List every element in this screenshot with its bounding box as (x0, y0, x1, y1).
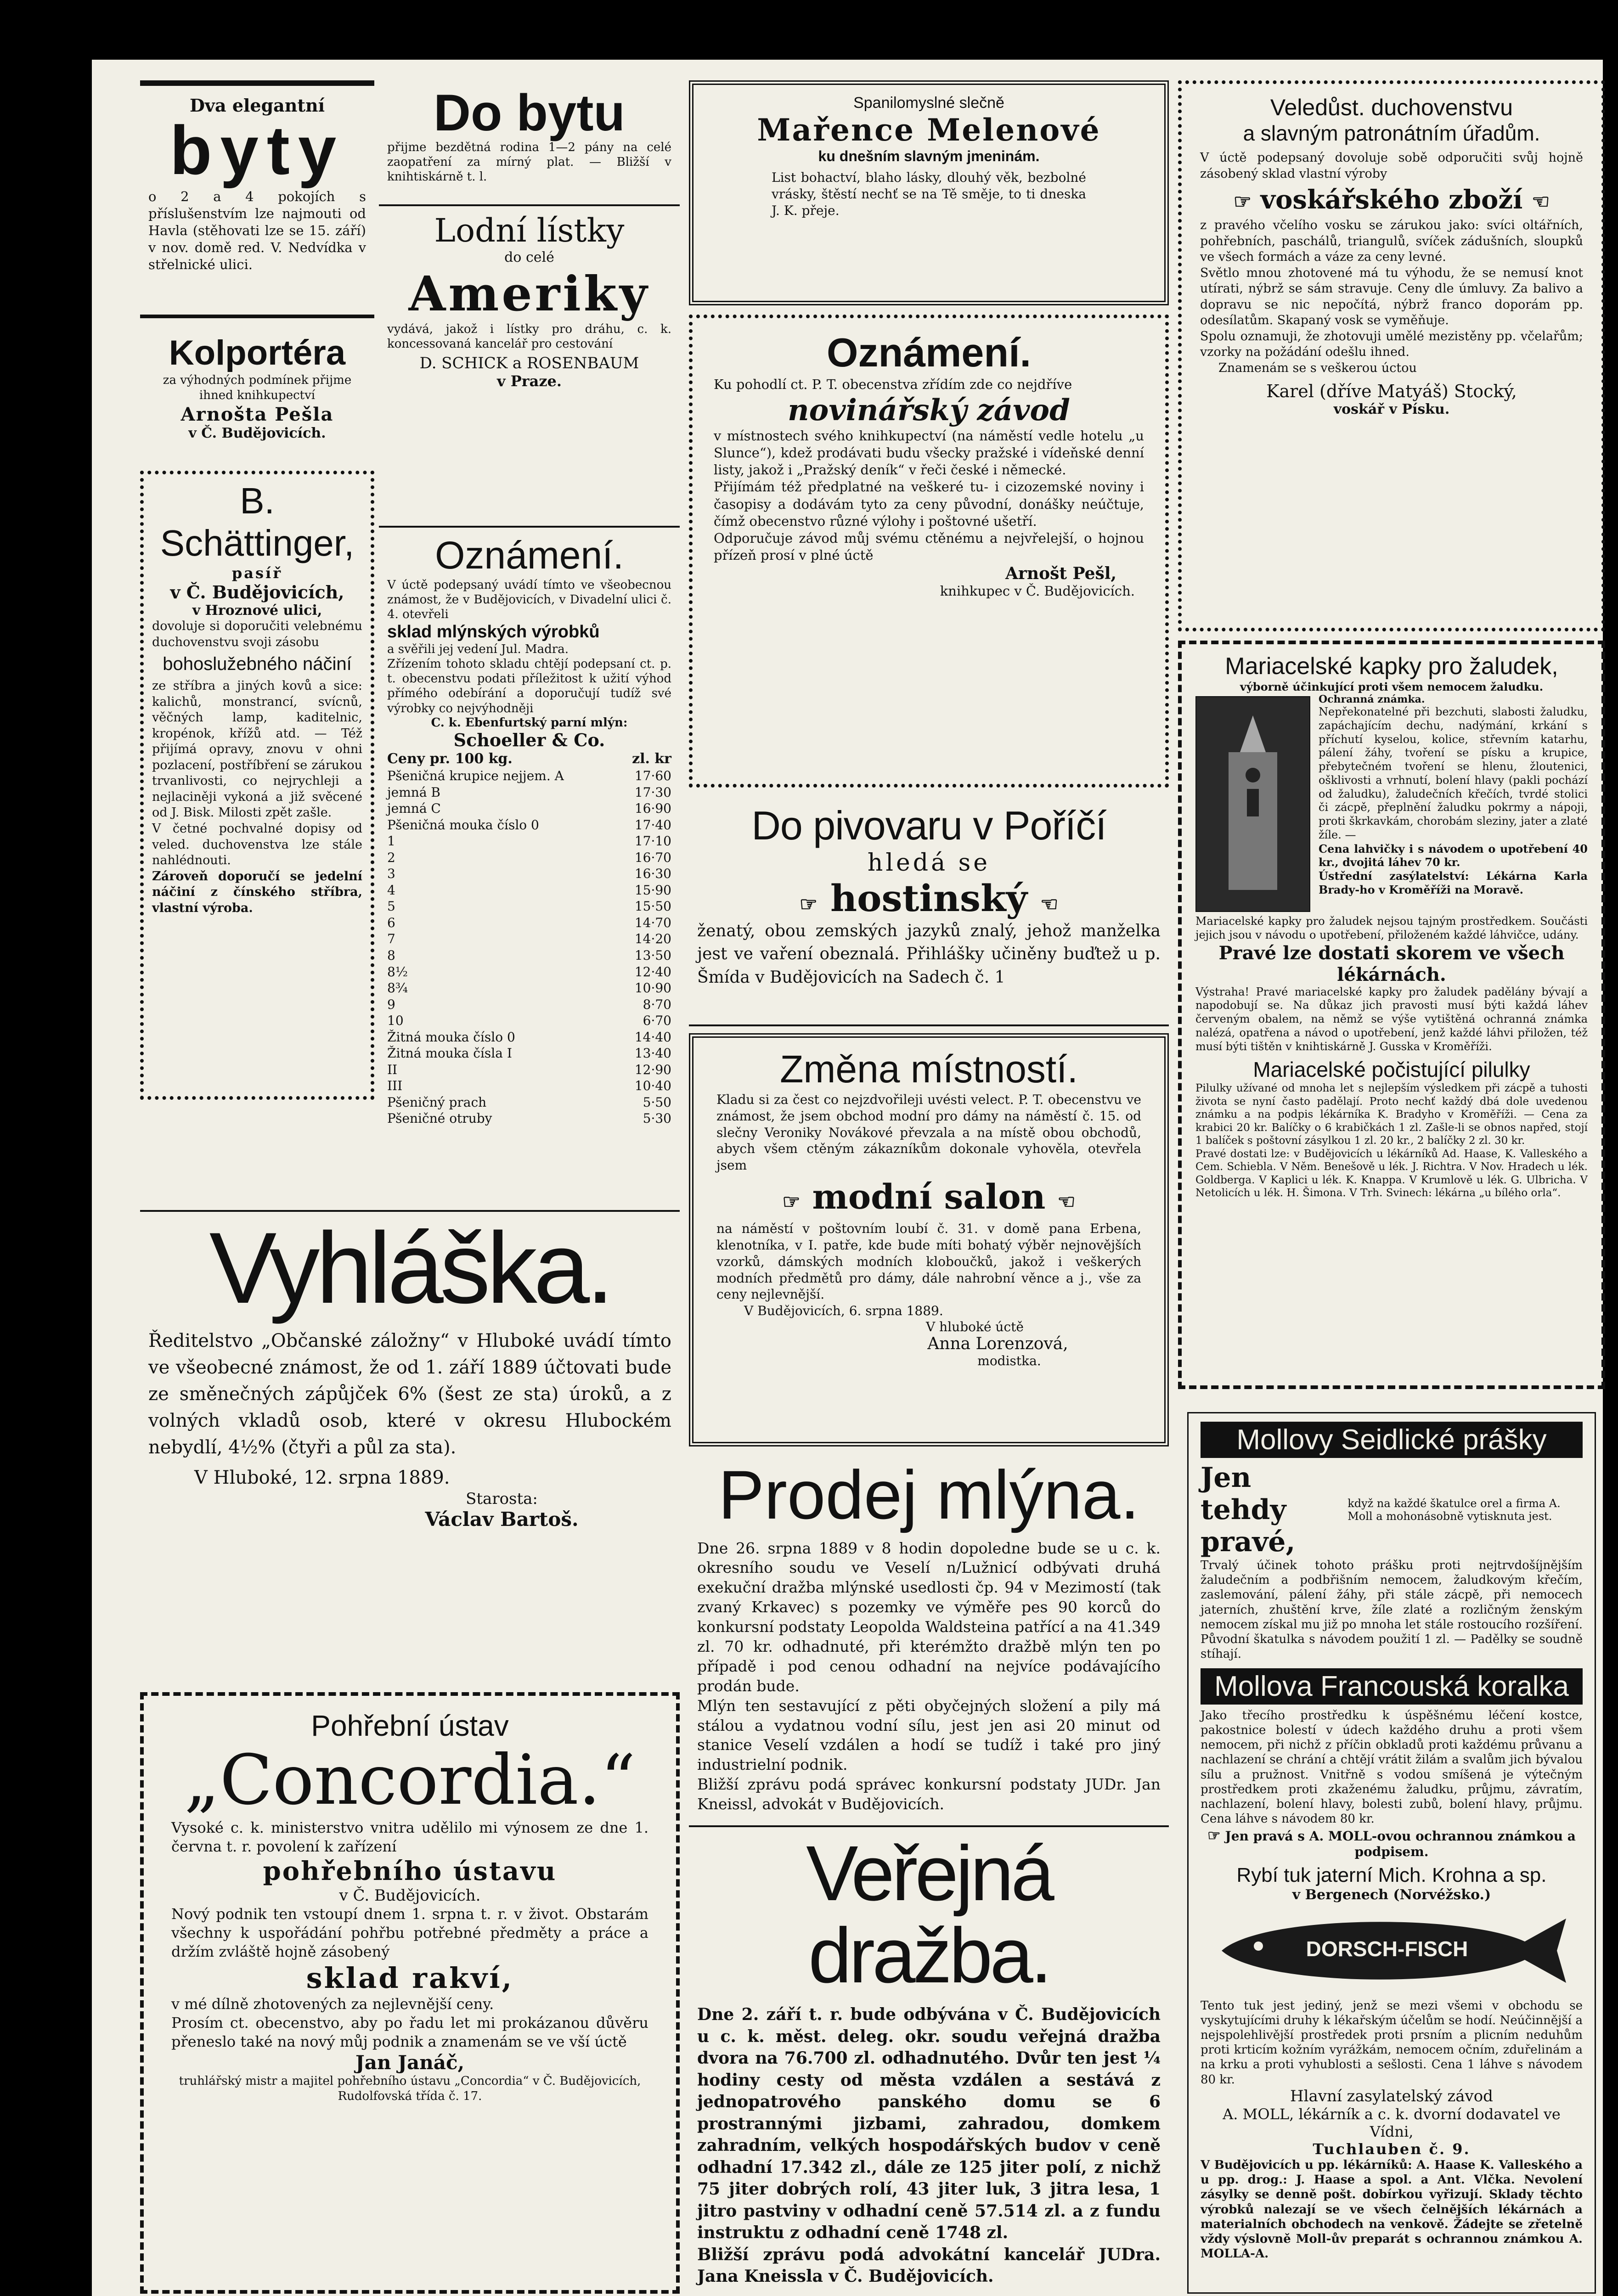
price-row (387, 800, 671, 817)
price-row (387, 850, 671, 866)
price-label: 8 (387, 947, 395, 963)
price-value: 12·40 (634, 964, 671, 979)
prices-head: Ceny pr. 100 kg. (387, 750, 513, 767)
price-value: 8·70 (643, 996, 671, 1012)
dobytu-title: Do bytu (434, 84, 625, 141)
price-label: 6 (387, 915, 395, 930)
price-row (387, 931, 671, 947)
lodni-big: Ameriky (408, 265, 650, 322)
schattinger-text4: Zároveň doporučí se jedelní náčiní z čínského stříbra, vlastní výroba. (152, 869, 362, 915)
lodni-text: vydává, jakož i lístky pro dráhu, c. k. koncessovaná kancelář pro cestování (387, 322, 671, 351)
price-value: 6·70 (643, 1013, 671, 1029)
price-label: 9 (387, 996, 395, 1012)
price-label: 1 (387, 833, 395, 849)
oznameni2-text2: v místnostech svého knihkupectví (na náměstí vedle hotelu „u Slunce“), kdež prodávati budu všecky pražské i vídeňské denní listy, jakož i „Pražský deník“ v řeči české i německé. (714, 428, 1144, 478)
krohn-title: Rybí tuk jaterní Mich. Krohna a sp. (1236, 1863, 1547, 1886)
kolporter-title: Kolportéra (169, 333, 346, 372)
melenova-text: List bohactví, blaho lásky, dlouhý věk, bezbolné vrásky, štěstí nechť se na Tě směje, to ti dneska J. K. přeje. (772, 170, 1086, 218)
ad-mlyn (689, 1453, 1169, 1821)
ad-melenova (689, 80, 1169, 305)
oznameni1-sub: sklad mlýnských výrobků (387, 622, 600, 642)
price-row (387, 996, 671, 1013)
concordia-sub2: sklad rakví, (306, 1961, 514, 1995)
pivovar-headline (697, 877, 1161, 920)
price-row (387, 1110, 671, 1127)
kapky-text2: Ústřední zasýlatelství: Lékárna Karla Brady-ho v Kroměříži na Moravě. (1319, 869, 1588, 896)
ad-pivovar (689, 797, 1169, 1026)
pivovar-text: ženatý, obou zemských jazyků znalý, jehož manželka jest ve vaření obeznalá. Přihlášky učiněny buďtež u p. Šmída v Budějovicích na Sadech č. 1 (697, 922, 1161, 987)
molloviy-sub-row (1201, 1462, 1583, 1558)
oznameni2-sub: novinářský závod (788, 393, 1070, 428)
price-value: 10·90 (634, 980, 671, 996)
price-row (387, 915, 671, 931)
price-label: Pšeničný prach (387, 1094, 487, 1110)
price-row (387, 833, 671, 850)
price-row (387, 1062, 671, 1078)
price-label: 3 (387, 866, 395, 882)
mlyn-text1: Dne 26. srpna 1889 v 8 hodin dopoledne bude se u c. k. okresního soudu ve Veselí n/Lužnicí odbývati druhá exekuční dražba mlýnské usedlosti čp. 94 v Mezimostí (tak zvaný Krkavec) s pozemky ve výměře pes 90 korců do konkursní podstaty Leopolda Waldsteina patřící a na 41.349 zl. 70 kr. odhadnuté, při kterémžto dražbě mlýn ten po případě i pod cenou odhadní na nejvíce podávajícího prodán bude. (697, 1539, 1161, 1695)
price-label: 10 (387, 1013, 404, 1029)
concordia-text2: Nový podnik ten vstoupí dnem 1. srpna t. r. v život. Obstarám všechny k uspořádání pohřbu potřebné předměty a práce a držím zvláště hojně zásobený (171, 1905, 648, 1960)
koralka-title: Mollova Francouská koralka (1201, 1668, 1583, 1705)
concordia-sub: pohřebního ústavu (263, 1856, 557, 1886)
veledust-sub: a slavným patronátním úřadům. (1243, 121, 1540, 145)
church-illustration-icon (1196, 697, 1309, 911)
ad-kolporter (140, 315, 374, 466)
pilulky-title: Mariacelské počistující pilulky (1253, 1058, 1530, 1082)
zmena-title: Změna místností. (780, 1047, 1078, 1091)
oznameni2-text1: Ku pohodlí ct. P. T. obecenstva zřídím zde co nejdříve (714, 377, 1072, 392)
drazba-text1: Dne 2. září t. r. bude odbývána v Č. Budějovicích u c. k. měst. deleg. okr. soudu veřejná dražba dvora na 76.700 zl. odhadnutého. Dvůr ten jest ¼ hodiny cesty od města vzdálen a sestává z jednopatrového panského domu se 6 prostrannými jizbami, zahradou, domkem zahradním, velkých hospodářských budov v ceně odhadní 17.342 zl., dále ze 125 jiter polí, z nichž 75 jiter dobrých rolí, 43 jiter luk, 3 jitra lesa, 1 jitro pastviny v odhadní ceně 57.514 zl. a z fundu instruktu z odhadní ceně 1748 zl. (697, 2005, 1161, 2243)
schattinger-text1: dovoluje si doporučiti velebnému duchovenstvu svoji zásobu (152, 619, 362, 649)
price-value: 10·40 (634, 1078, 671, 1094)
price-value: 5·30 (643, 1111, 671, 1126)
price-value: 17·30 (634, 784, 671, 800)
price-value: 17·40 (634, 817, 671, 833)
concordia-text1: Vysoké c. k. ministerstvo vnitra udělilo mi výnosem ze dne 1. června t. r. povolení k zařízení (171, 1819, 648, 1855)
price-label: II (387, 1062, 398, 1077)
zmena-text1: Kladu si za čest co nejzdvořileji uvésti velect. P. T. obecenstvu ve známost, že jsem obchod modní pro dámy na náměstí č. 15. od slečny Veroniky Novákové převzala a na místě obou obchodů, abych všem ctěným zákazníkům dokonale vyhověla, otevřela jsem (716, 1092, 1141, 1173)
pointing-hand-icon: ☜ (1057, 1190, 1076, 1214)
pointing-hand-icon: ☞ (782, 1190, 801, 1214)
price-value: 5·50 (643, 1094, 671, 1110)
price-label: 2 (387, 850, 395, 865)
price-list (387, 768, 671, 1127)
veledust-text3: Světlo mnou zhotovené má tu výhodu, že se nemusí knot utírati, nýbrž se sám stravuje. Ceny dle úmluvy. Za balivo a dopravu se nic nepočítá, nýbrž franco doporám pp. odesílatům. Skapaný vosk se vyměňuje. (1200, 265, 1583, 328)
molloviy-sub: Jen tehdy pravé, (1201, 1462, 1296, 1558)
oznameni1-text2: a svěřili jej vedení Jul. Madra. (387, 642, 569, 656)
oznameni1-title: Oznámení. (435, 534, 624, 577)
kolporter-name: Arnošta Pešla (180, 403, 334, 425)
krohn-text2: V Budějovicích u pp. lékárníků: A. Haase K. Valleského a u pp. drog.: J. Haase a spol. a Ant. Vlčka. Nevolení zásylky se denně pošt. dobírkou vyřizují. Sklady těchto výrobků nalezají se ve všech čelnějších lékárnách a materialních obchodech na venkově. Žádejte se zřetelně vždy výslovně Moll-ův preparát s ochrannou známkou A. MOLLA-A. (1201, 2158, 1583, 2261)
price-value: 14·40 (634, 1029, 671, 1045)
krohn-name: A. MOLL, lékárník a c. k. dvorní dodavatel ve Vídni, (1223, 2105, 1561, 2140)
ad-oznameni-mlyn (379, 526, 680, 1201)
oznameni2-role: knihkupec v Č. Budějovicích. (940, 583, 1135, 599)
price-label: 5 (387, 899, 395, 914)
molloviy-title: Mollovy Seidlické prášky (1201, 1422, 1583, 1458)
price-label: Pšeničná mouka číslo 0 (387, 817, 539, 833)
price-row (387, 1013, 671, 1029)
ad-drazba (689, 1825, 1169, 2294)
kapky-text1: Nepřekonatelné při bezchuti, slabosti žaludku, zapáchajícím dechu, nadýmání, krkání s příchutí kyselou, kolice, střevním katarhu, pálení žáhy, tvoření se písku a krupice, přebytečném tvoření se hlenu, žloutenici, ošklivosti a vrhnutí, bolení hlavy (pakli pochází od žaludku), žaludečních křečích, tvrdé stolici či zácpě, přeplnění žaludku pokrmy a nápoji, proti škrkavkám, chorobám sleziny, jater a zlaté žíle. — (1319, 705, 1588, 841)
melenova-title: Spanilomyslné slečně (853, 94, 1004, 112)
price-row (387, 1029, 671, 1046)
price-label: 4 (387, 882, 395, 898)
veledust-name: Karel (dříve Matyáš) Stocký, (1266, 381, 1517, 401)
pointing-hand-icon: ☞ (1233, 190, 1252, 214)
price-value: 16·30 (634, 866, 671, 882)
koralka-text: Jako třecího prostředku k úspěšnému léčení kostce, pakostnice bolestí v údech každého druhu a proti všem nemocem, při nichž z příčin obkladů proti každému průvanu a nachlazení se chrání a chtějí vrátit žilám a svalům jich bývalou sílu a pružnost. Vnitřně s vodou smíšená je výtečným prostředkem proti zkaženému žaludku, průjmu, závratím, nachlazení, bolení hlavy, bolesti zubů, bolení hlavy, průjmu. Cena láhve s návodem 80 kr. (1201, 1708, 1583, 1826)
ad-oznameni-pesl (689, 315, 1169, 788)
price-row (387, 1078, 671, 1094)
oznameni1-company: C. k. Ebenfurtský parní mlýn: (431, 715, 628, 730)
price-row (387, 980, 671, 996)
ad-byty (140, 80, 374, 308)
zmena-role: V hluboké úctě (926, 1319, 1024, 1335)
price-row (387, 768, 671, 784)
schattinger-title: B. Schättinger, (160, 480, 355, 563)
price-value: 15·50 (634, 899, 671, 914)
price-value: 14·70 (634, 915, 671, 930)
schattinger-text3: V četné pochvalné dopisy od veled. duchovenstva lze stále nahlédnouti. (152, 822, 362, 868)
schattinger-trade: pasíř (231, 564, 283, 582)
ad-dobytu (379, 80, 680, 200)
price-value: 13·50 (634, 947, 671, 963)
veledust-role: voskář v Písku. (1333, 401, 1450, 417)
price-label: jemná C (387, 801, 441, 816)
schattinger-place: v Č. Budějovicích, (170, 582, 344, 602)
pointing-hand-icon: ☞ (1207, 1826, 1221, 1844)
zmena-text2: na náměstí v poštovním loubí č. 31. v domě pana Erbena, klenotníka, v I. patře, kde bude míti bohatý výběr nejnovějších vzorků, dámských modních kloboučků, jakož i veškerých modních předmětů pro dámy, dále nahrobní věnce a j., vše za ceny nejlevnější. (716, 1221, 1141, 1302)
price-value: 17·60 (634, 768, 671, 783)
melenova-sub: ku dnešním slavným jmeninám. (818, 148, 1040, 164)
concordia-text4: Prosím ct. obecenstvo, aby po řadu let mi prokázanou důvěru přeneslo také na nový můj podnik a znamenám se ve vší úctě (171, 2014, 648, 2050)
schattinger-sub: bohoslužebného náčiní (163, 654, 352, 675)
lodni-place: v Praze. (496, 372, 562, 390)
price-value: 12·90 (634, 1062, 671, 1077)
prices-header (387, 750, 671, 768)
ad-vyhlaska (140, 1210, 680, 1688)
zmena-date: V Budějovicích, 6. srpna 1889. (744, 1303, 943, 1319)
ad-schattinger (140, 471, 374, 1100)
zmena-name: Anna Lorenzová, (927, 1334, 1068, 1354)
pointing-hand-icon: ☜ (1040, 893, 1059, 916)
ad-voskar (1178, 80, 1605, 631)
price-label: Pšeničná krupice nejjem. A (387, 768, 564, 783)
oznameni2-title: Oznámení. (827, 330, 1031, 375)
kapky-price: Cena lahvičky i s návodem o upotřebení 40 kr., dvojitá láhev 70 kr. (1319, 842, 1588, 869)
ad-zmena (689, 1033, 1169, 1446)
price-value: 17·10 (634, 833, 671, 849)
concordia-text3: v mé dílně zhotovených za nejlevnější ceny. (171, 1995, 494, 2013)
oznameni1-name: Schoeller & Co. (453, 729, 605, 750)
oznameni1-text3: Zřízením tohoto skladu chtějí podepsaní ct. p. t. obecenstvu podati příležitost k užití výhod přímého odebírání a doporučují tudíž své výrobky co nejvýhodněji (387, 657, 671, 715)
price-row (387, 866, 671, 882)
mlyn-text3: Bližší zprávu podá správec konkursní podstaty JUDr. Jan Kneissl, advokát v Budějovicích. (697, 1775, 1161, 1813)
zmena-big: modní salon (812, 1177, 1046, 1217)
krohn-center: Hlavní zasylatelský závod (1290, 2087, 1493, 2105)
kapky-text3: Mariacelské kapky pro žaludek nejsou tajným prostředkem. Součásti jejich jsou v návodu o upotřebení, přiloženém každé láhvičce, udány. (1195, 915, 1588, 941)
concordia-place: v Č. Budějovicích. (339, 1886, 481, 1905)
kapky-title: Mariacelské kapky pro žaludek, (1225, 653, 1558, 680)
price-value: 16·90 (634, 801, 671, 816)
oznameni2-name: Arnošt Pešl, (1005, 563, 1116, 583)
dobytu-text: přijme bezdětná rodina 1—2 pány na celé zaopatření za mírný plat. — Bližší v knihtiskárně t. l. (387, 140, 671, 184)
price-label: 7 (387, 931, 395, 947)
veledust-text1: V úctě podepsaný dovoluje sobě odporučiti svůj hojně zásobený sklad vlastní výroby (1200, 151, 1583, 181)
concordia-big: „Concordia.“ (184, 1740, 636, 1820)
concordia-role: truhlářský mistr a majitel pohřebního ústavu „Concordia“ v Č. Budějovicích, Rudolfovská třída č. 17. (179, 2074, 641, 2103)
oznameni2-text4: Odporučuje závod můj svému ctěnému a nejvřelejší, o hojnou přízeň prosí v plné úctě (714, 530, 1144, 563)
price-row (387, 898, 671, 915)
price-value: 15·90 (634, 882, 671, 898)
kapky-genuine: Pravé lze dostati skorem ve všech lékárnách. (1218, 942, 1565, 985)
price-value: 14·20 (634, 931, 671, 947)
price-label: jemná B (387, 784, 441, 800)
newspaper-page (92, 60, 1603, 2296)
concordia-title: Pohřební ústav (311, 1709, 509, 1742)
price-row (387, 817, 671, 833)
price-row (387, 784, 671, 801)
lodni-title: Lodní lístky (434, 212, 625, 249)
molloviy-sub2: když na každé škatulce orel a firma A. Moll a mohonásobně vytisknuta jest. (1347, 1497, 1561, 1523)
price-row (387, 1045, 671, 1062)
pivovar-big: hostinský (830, 877, 1028, 920)
schattinger-street: v Hroznové ulici, (192, 602, 322, 619)
price-value: 16·70 (634, 850, 671, 865)
drazba-text2: Bližší zprávu podá advokátní kancelář JUDra. Jana Kneissla v Č. Budějovicích. (697, 2245, 1161, 2286)
schattinger-text2: ze stříbra a jiných kovů a sice: kalichů, monstrancí, svícnů, věčných lamp, kaditelnic, kropénok, křížů atd. — Též přijímá opravy, znovu v ohni pozlacení, postříbření se zárukou trvanlivosti, co nejrychleji a nejlaciněji vykoná a již svěcené od J. Bisk. Milosti zpět zašle. (152, 679, 362, 820)
byty-big: byty (169, 112, 345, 189)
fish-label: DORSCH-FISCH (1306, 1936, 1468, 1961)
pointing-hand-icon: ☞ (799, 893, 818, 916)
krohn-street: Tuchlauben č. 9. (1313, 2140, 1471, 2158)
zmena-headline (716, 1177, 1141, 1217)
drazba-title: Veřejná dražba. (806, 1830, 1052, 1999)
krohn-sub: v Bergenech (Norvéžsko.) (1292, 1886, 1491, 1903)
vyhlaska-date: V Hluboké, 12. srpna 1889. (194, 1467, 450, 1488)
kapky-warn: Výstraha! Pravé mariacelské kapky pro žaludek padělány bývají a napodobují se. Na důkaz jich pravosti musí býti každá láhev červeným obalem, na němž se výše vytištěná ochranná známka nalézá, opatřena a návod o upotřebení, jenž každé láhvi přiložen, též musí býti tištěn v knihtiskárně J. Gusska v Kroměříži. (1195, 985, 1588, 1053)
pivovar-sub: hledá se (867, 849, 991, 877)
oznameni1-text1: V úctě podepsaný uvádí tímto ve všeobecnou známost, že v Budějovicích, v Divadelní ulici č. 4. otevřeli (387, 578, 671, 622)
price-row (387, 1094, 671, 1111)
melenova-name: Mařence Melenové (757, 112, 1101, 148)
veledust-title: Veledůst. duchovenstvu (1270, 95, 1513, 120)
koralka-sign: Jen pravá s A. MOLL-ovou ochrannou známkou a podpisem. (1225, 1828, 1576, 1859)
pivovar-title: Do pivovaru v Poříčí (751, 803, 1106, 848)
krohn-text: Tento tuk jest jediný, jenž se mezi všemi v obchodu se vyskytujícími druhy k lékařským účelům se hodí. Neúčinnější a nejspolehlivější prostředek proti prsním a plicním neduhům proti krticím kožním vyrážkám, nemocem očním, zduřelinám a na krku a proti vyhublosti a sešlosti. Cena 1 láhve s návodem 80 kr. (1201, 1998, 1583, 2087)
vyhlaska-title: Vyhláška. (209, 1211, 611, 1324)
price-row (387, 964, 671, 980)
mlyn-title: Prodej mlýna. (718, 1456, 1140, 1533)
lodni-name: D. SCHICK a ROSENBAUM (419, 354, 639, 373)
church-trademark-image (1195, 696, 1310, 912)
price-label: 8¾ (387, 980, 408, 996)
price-label: III (387, 1078, 403, 1094)
vyhlaska-text: Ředitelstvo „Občanské záložny“ v Hluboké uvádí tímto ve všeobecné známost, že od 1. září 1889 účtovati bude ze směnečných zápůjček 6% (šest ze sta) úroků, a z volných vkladů osob, které v okresu Hlubockém nebydlí, 4½% (čtyři a půl za sta). (148, 1330, 671, 1458)
byty-title: Dva elegantní (189, 95, 325, 116)
prices-unit: zl. kr (632, 750, 671, 767)
veledust-text5: Znamenám se s veškerou úctou (1218, 361, 1417, 376)
lodni-sub: do celé (504, 249, 554, 265)
mlyn-text2: Mlýn ten sestavující z pěti obyčejných složení a pily má stálou a vydatnou vodní sílu, jest jen asi 20 minut od stanice Veselí vzdálen a hodí se tudíž i také pro jiný industrielní podnik. (697, 1696, 1161, 1774)
price-label: Pšeničné otruby (387, 1111, 492, 1126)
byty-text: o 2 a 4 pokojích s příslušenstvím lze najmouti od Havla (stěhovati lze se 15. září) v nov. domě red. V. Nedvídka v střelnické ulici. (148, 189, 366, 273)
koralka-sign-row (1201, 1827, 1583, 1859)
molloviy-text: Trvalý účinek tohoto prášku proti nejtrvdošíjnějším žaludečním a podbřišním nemocem, žaludkovým křečím, zaslemování, pálení žáhy, při stále zácpě, při nemocech jaterních, zhuštění krve, žíle zlaté a rozličným ženským nemocem získal mu již po mnoha let stále rostoucího rozšíření. Původní škatulka s návodem použití 1 zl. — Padělky se soudně stíhají. (1201, 1559, 1583, 1661)
veledust-big: voskářského zboží (1260, 185, 1523, 215)
ad-lodni (379, 204, 680, 521)
pointing-hand-icon: ☜ (1531, 190, 1550, 214)
ad-kapky (1178, 641, 1605, 1389)
price-row (387, 882, 671, 899)
veledust-headline (1200, 185, 1583, 215)
price-label: Žitná mouka číslo 0 (387, 1029, 515, 1045)
veledust-text2: z pravého včelího vosku se zárukou jako: svíci oltářních, pohřebních, paschálů, triangulů, svíček zádušních, sloupků ve všech formách a váze za ceny levné. (1200, 218, 1583, 264)
pilulky-text1: Pilulky užívané od mnoha let s nejlepším výsledkem při zácpě a tuhosti života se nyní často padělají. Proto nechť každý dbá dole uvedenou známku a na podpis lékárníka K. Bradyho v Kroměříži. — Cena za krabici 20 kr. Balíčky o 6 krabičkách 1 zl. Zašle-li se obnos napřed, stojí 1 balíček s poštovní zásylkou 1 zl. 20 kr., 2 balíčky 2 zl. 30 kr. (1195, 1082, 1588, 1147)
kapky-mark: Ochranná známka. (1319, 693, 1425, 705)
kolporter-text: za výhodných podmínek přijme ihned knihkupectví (163, 373, 352, 403)
ad-moll (1187, 1412, 1596, 2294)
price-row (387, 947, 671, 964)
vyhlaska-role: Starosta: (466, 1490, 538, 1508)
price-label: Žitná mouka čísla I (387, 1046, 512, 1061)
vyhlaska-name: Václav Bartoš. (425, 1508, 579, 1531)
pilulky-text2: Pravé dostati lze: v Budějovicích u lékárníků Ad. Haase, K. Valleského a Cem. Schiebla. V Něm. Benešově u lék. J. Richtra. V Nov. Hradech u lék. Goldberga. V Kaplici u lék. K. Knappa. V Krumlově u lék. G. Ulbricha. V Netolicích u lék. H. Šimona. V Trh. Svinech: lékárna „u bílého orla“. (1195, 1148, 1588, 1199)
fish-icon (1208, 1909, 1575, 1992)
oznameni2-text3: Přijímám též předplatné na veškeré tu- i cizozemské noviny i časopisy a dodávám tyto za ceny původní, donášky neúčtuje, čímž obecenstvo různé výlohy i poštovné ušetří. (714, 479, 1144, 529)
zmena-trade: modistka. (977, 1353, 1041, 1369)
veledust-text4: Spolu oznamuji, že zhotovuji umělé mezistěny pp. včelařům; vzorky na požádání odešlu ihned. (1200, 329, 1583, 360)
price-label: 8½ (387, 964, 408, 979)
ad-concordia (140, 1692, 680, 2294)
concordia-name: Jan Janáč, (355, 2051, 465, 2074)
price-value: 13·40 (634, 1046, 671, 1061)
kapky-sub: výborně účinkující proti všem nemocem žaludku. (1240, 680, 1544, 693)
kolporter-place: v Č. Budějovicích. (188, 425, 326, 441)
